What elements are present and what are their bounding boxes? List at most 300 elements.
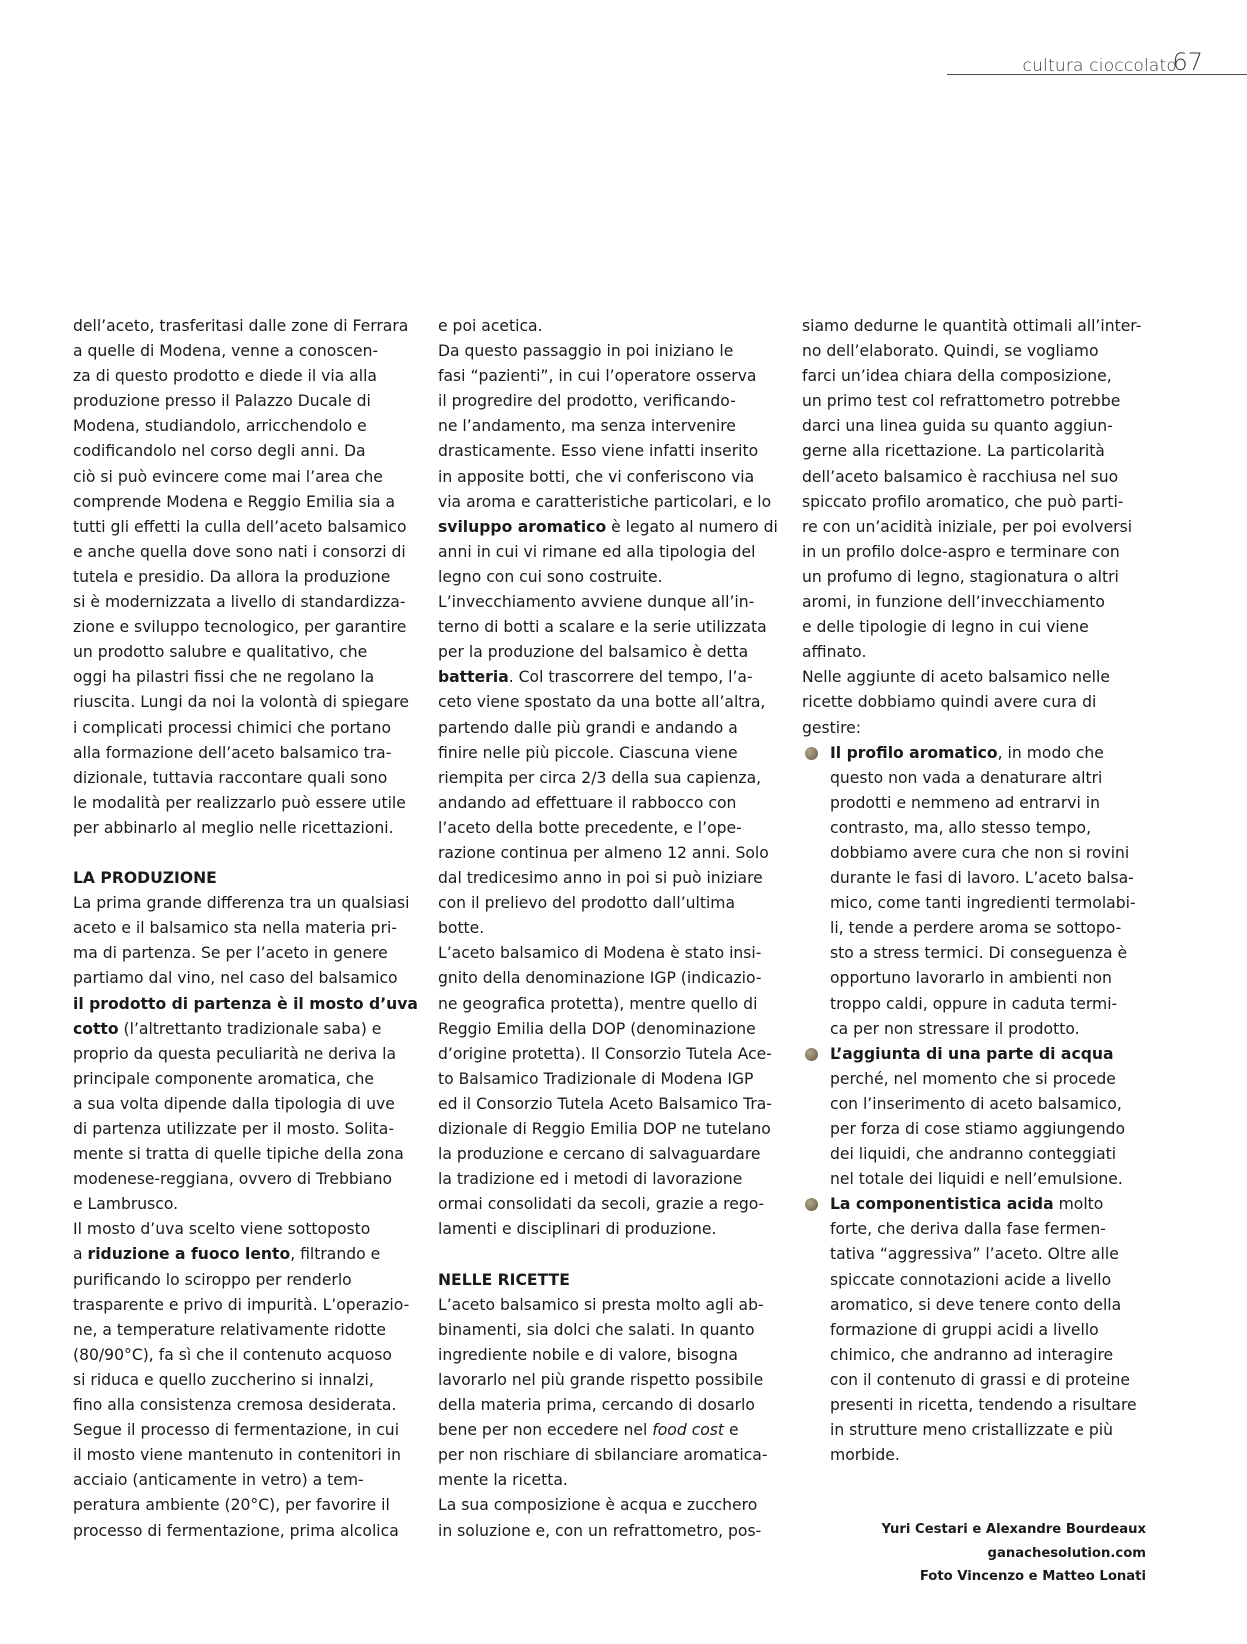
text-line xyxy=(802,1293,1152,1318)
text-run: produzione presso il Palazzo Ducale di xyxy=(73,392,371,411)
text-line xyxy=(802,414,1152,439)
text-run: andando ad effettuare il rabbocco con xyxy=(438,793,737,812)
text-line xyxy=(802,364,1152,389)
text-run: con il contenuto di grassi e di proteine xyxy=(830,1370,1131,1389)
bold-run: Il profilo aromatico xyxy=(830,743,998,762)
text-run: ceto viene spostato da una botte all’altra, xyxy=(438,693,766,712)
text-run: e xyxy=(724,1421,739,1440)
text-line xyxy=(73,1217,413,1242)
bullet-item xyxy=(802,741,1152,766)
text-run: tutela e presidio. Da allora la produzione xyxy=(73,567,391,586)
text-line xyxy=(438,1343,778,1368)
text-run: i complicati processi chimici che portano xyxy=(73,718,392,737)
text-line xyxy=(438,690,778,715)
text-line xyxy=(438,1418,778,1443)
text-line xyxy=(802,1142,1152,1167)
text-line xyxy=(438,941,778,966)
text-line xyxy=(438,490,778,515)
text-run: Segue il processo di fermentazione, in cui xyxy=(73,1421,400,1440)
text-run: (l’altrettanto tradizionale saba) e xyxy=(118,1019,382,1038)
text-line xyxy=(438,540,778,565)
text-line xyxy=(802,465,1152,490)
text-run: d’origine protetta). Il Consorzio Tutela Ace- xyxy=(438,1044,772,1063)
text-line xyxy=(802,565,1152,590)
text-line xyxy=(438,515,778,540)
text-run: L’invecchiamento avviene dunque all’in- xyxy=(438,593,755,612)
text-line xyxy=(802,1242,1152,1267)
text-line xyxy=(802,891,1152,916)
text-line xyxy=(73,791,413,816)
text-run: NELLE RICETTE xyxy=(438,1270,570,1289)
text-run: a quelle di Modena, venne a conoscen- xyxy=(73,342,379,361)
text-run: un prodotto salubre e qualitativo, che xyxy=(73,643,368,662)
text-run: e anche quella dove sono nati i consorzi di xyxy=(73,542,406,561)
credit-authors: Yuri Cestari e Alexandre Bourdeaux xyxy=(881,1522,1146,1537)
text-run: partiamo dal vino, nel caso del balsamico xyxy=(73,969,398,988)
text-line xyxy=(73,816,413,841)
text-line xyxy=(73,1318,413,1343)
text-run: per forza di cose stiamo aggiungendo xyxy=(830,1120,1126,1138)
text-column-3 xyxy=(802,314,1152,1468)
text-column-2 xyxy=(438,314,778,1544)
text-line xyxy=(438,791,778,816)
text-line xyxy=(73,1167,413,1192)
text-line xyxy=(438,1318,778,1343)
text-run: spiccato profilo aromatico, che può parti- xyxy=(802,492,1124,511)
text-run: riuscita. Lungi da noi la volontà di spiegare xyxy=(73,693,409,712)
text-run: forte, che deriva dalla fase fermen- xyxy=(830,1220,1106,1239)
text-line xyxy=(438,1443,778,1468)
text-line xyxy=(438,1017,778,1042)
text-line xyxy=(438,1167,778,1192)
text-line xyxy=(73,1443,413,1468)
text-run: dobbiamo avere cura che non si rovini xyxy=(830,843,1130,862)
text-line xyxy=(438,615,778,640)
text-line xyxy=(438,1092,778,1117)
text-run: binamenti, sia dolci che salati. In quanto xyxy=(438,1320,755,1339)
text-run: dell’aceto, trasferitasi dalle zone di Ferrara xyxy=(73,317,409,335)
text-run: per la produzione del balsamico è detta xyxy=(438,643,749,662)
text-run: troppo caldi, oppure in caduta termi- xyxy=(830,994,1118,1013)
text-line xyxy=(438,339,778,364)
text-line xyxy=(438,716,778,741)
text-run: processo di fermentazione, prima alcolica xyxy=(73,1521,399,1540)
text-run: via aroma e caratteristiche particolari, e lo xyxy=(438,492,772,511)
text-run: siamo dedurne le quantità ottimali all’inter- xyxy=(802,317,1142,335)
text-run: opportuno lavorarlo in ambienti non xyxy=(830,969,1112,988)
text-run: le modalità per realizzarlo può essere utile xyxy=(73,793,406,812)
text-run: nel totale dei liquidi e nell’emulsione. xyxy=(830,1170,1123,1189)
text-run: molto xyxy=(1053,1195,1104,1214)
bold-run: riduzione a fuoco lento xyxy=(87,1245,291,1264)
text-run: , in modo che xyxy=(997,743,1104,762)
text-line xyxy=(802,339,1152,364)
section-heading xyxy=(73,866,413,891)
text-run: ormai consolidati da secoli, grazie a rego- xyxy=(438,1195,765,1214)
text-line xyxy=(802,615,1152,640)
text-run: la tradizione ed i metodi di lavorazione xyxy=(438,1170,743,1189)
text-line xyxy=(73,339,413,364)
bold-run: cotto xyxy=(73,1019,119,1038)
text-line xyxy=(73,1017,413,1042)
text-line xyxy=(73,640,413,665)
text-run: sto a stress termici. Di conseguenza è xyxy=(830,944,1128,963)
bullet-item xyxy=(802,1192,1152,1217)
text-run: partendo dalle più grandi e andando a xyxy=(438,718,738,737)
text-line xyxy=(438,816,778,841)
text-run: in un profilo dolce-aspro e terminare con xyxy=(802,542,1120,561)
text-run: della materia prima, cercando di dosarlo xyxy=(438,1396,755,1415)
text-run: l’aceto della botte precedente, e l’ope- xyxy=(438,818,742,837)
text-line xyxy=(802,866,1152,891)
text-line xyxy=(802,766,1152,791)
text-line xyxy=(438,314,778,339)
text-line xyxy=(438,841,778,866)
bold-run: sviluppo aromatico xyxy=(438,517,607,536)
text-line xyxy=(438,389,778,414)
text-line xyxy=(802,791,1152,816)
text-line xyxy=(802,1368,1152,1393)
text-run: con il prelievo del prodotto dall’ultima xyxy=(438,894,736,913)
bold-run: L’aggiunta di una parte di acqua xyxy=(830,1044,1114,1063)
text-line xyxy=(73,716,413,741)
text-line xyxy=(438,1042,778,1067)
text-line xyxy=(802,590,1152,615)
text-line xyxy=(438,1067,778,1092)
text-run: in strutture meno cristallizzate e più xyxy=(830,1421,1113,1440)
text-run: per non rischiare di sbilanciare aromatica- xyxy=(438,1446,768,1465)
text-run: contrasto, ma, allo stesso tempo, xyxy=(830,818,1092,837)
text-line xyxy=(438,1117,778,1142)
text-run: in soluzione e, con un refrattometro, pos- xyxy=(438,1521,762,1540)
text-run: gestire: xyxy=(802,718,861,737)
text-run: acciaio (anticamente in vetro) a tem- xyxy=(73,1471,364,1490)
text-run: L’aceto balsamico di Modena è stato insi- xyxy=(438,944,762,963)
text-run: darci una linea guida su quanto aggiun- xyxy=(802,417,1113,436)
text-run: fasi “pazienti”, in cui l’operatore osserva xyxy=(438,367,757,386)
text-line xyxy=(73,1393,413,1418)
text-line xyxy=(438,741,778,766)
bullet-item xyxy=(802,1042,1152,1067)
text-run: alla formazione dell’aceto balsamico tra- xyxy=(73,743,392,762)
text-line xyxy=(438,992,778,1017)
text-line xyxy=(802,941,1152,966)
paragraph-gap xyxy=(438,1242,778,1267)
text-run: ca per non stressare il prodotto. xyxy=(830,1019,1080,1038)
text-run: il progredire del prodotto, verificando- xyxy=(438,392,736,411)
text-run: finire nelle più piccole. Ciascuna viene xyxy=(438,743,738,762)
text-run: , filtrando e xyxy=(290,1245,381,1264)
text-run: dal tredicesimo anno in poi si può iniziare xyxy=(438,869,763,888)
text-run: purificando lo sciroppo per renderlo xyxy=(73,1270,352,1289)
text-line xyxy=(73,1293,413,1318)
text-line xyxy=(802,916,1152,941)
text-line xyxy=(802,640,1152,665)
text-run: zione e sviluppo tecnologico, per garantire xyxy=(73,618,407,637)
text-run: terno di botti a scalare e la serie utilizzata xyxy=(438,618,767,637)
text-line xyxy=(73,414,413,439)
text-line xyxy=(438,1293,778,1318)
text-line xyxy=(438,1493,778,1518)
text-line xyxy=(73,565,413,590)
text-run: razione continua per almeno 12 anni. Solo xyxy=(438,843,769,862)
text-line xyxy=(802,1418,1152,1443)
text-line xyxy=(73,1468,413,1493)
text-run: to Balsamico Tradizionale di Modena IGP xyxy=(438,1069,754,1088)
text-line xyxy=(73,465,413,490)
text-line xyxy=(802,841,1152,866)
text-run: li, tende a perdere aroma se sottopo- xyxy=(830,919,1122,938)
text-run: ne, a temperature relativamente ridotte xyxy=(73,1320,386,1339)
article-credits xyxy=(881,1518,1146,1589)
text-run: chimico, che andranno ad interagire xyxy=(830,1345,1114,1364)
text-run: riempita per circa 2/3 della sua capienza, xyxy=(438,768,762,787)
text-line xyxy=(73,314,413,339)
text-line xyxy=(438,1393,778,1418)
text-line xyxy=(438,364,778,389)
text-line xyxy=(73,1242,413,1267)
text-line xyxy=(73,1042,413,1067)
text-run: per abbinarlo al meglio nelle ricettazioni. xyxy=(73,818,394,837)
text-line xyxy=(802,1343,1152,1368)
text-line xyxy=(73,490,413,515)
text-run: ne l’andamento, ma senza intervenire xyxy=(438,417,736,436)
text-line xyxy=(73,766,413,791)
text-run: in apposite botti, che vi conferiscono via xyxy=(438,467,755,486)
text-run: no dell’elaborato. Quindi, se vogliamo xyxy=(802,342,1099,361)
text-run: mente la ricetta. xyxy=(438,1471,568,1490)
text-line xyxy=(802,1067,1152,1092)
text-line xyxy=(73,941,413,966)
text-line xyxy=(438,1217,778,1242)
text-run: oggi ha pilastri fissi che ne regolano la xyxy=(73,668,375,687)
text-run: botte. xyxy=(438,919,485,938)
text-line xyxy=(73,389,413,414)
text-line xyxy=(802,515,1152,540)
bullet-icon xyxy=(805,747,818,760)
text-line xyxy=(802,490,1152,515)
text-run: spiccate connotazioni acide a livello xyxy=(830,1270,1112,1289)
text-run: affinato. xyxy=(802,643,867,662)
bold-run: il prodotto di partenza è il mosto d’uva xyxy=(73,994,418,1013)
text-run: perché, nel momento che si procede xyxy=(830,1069,1116,1088)
text-line xyxy=(802,439,1152,464)
text-line xyxy=(802,1167,1152,1192)
text-run: principale componente aromatica, che xyxy=(73,1069,374,1088)
credit-website: ganachesolution.com xyxy=(987,1545,1146,1561)
text-line xyxy=(73,515,413,540)
text-run: bene per non eccedere nel xyxy=(438,1421,653,1440)
text-run: ricette dobbiamo quindi avere cura di xyxy=(802,693,1097,712)
text-line xyxy=(802,389,1152,414)
text-run: il mosto viene mantenuto in contenitori in xyxy=(73,1446,402,1465)
text-line xyxy=(802,816,1152,841)
text-run: La prima grande differenza tra un qualsiasi xyxy=(73,894,410,913)
text-line xyxy=(438,1468,778,1493)
text-run: Il mosto d’uva scelto viene sottoposto xyxy=(73,1220,371,1239)
text-line xyxy=(438,590,778,615)
text-run: Nelle aggiunte di aceto balsamico nelle xyxy=(802,668,1110,687)
text-line xyxy=(802,1268,1152,1293)
text-run: lavorarlo nel più grande rispetto possibile xyxy=(438,1370,764,1389)
text-line xyxy=(73,590,413,615)
text-line xyxy=(802,1393,1152,1418)
text-run: questo non vada a denaturare altri xyxy=(830,768,1103,787)
text-run: L’aceto balsamico si presta molto agli ab- xyxy=(438,1295,764,1314)
text-line xyxy=(73,615,413,640)
text-run: e poi acetica. xyxy=(438,317,543,335)
text-run: Reggio Emilia della DOP (denominazione xyxy=(438,1019,756,1038)
text-line xyxy=(73,1117,413,1142)
section-heading xyxy=(438,1268,778,1293)
text-line xyxy=(438,866,778,891)
text-line xyxy=(438,1142,778,1167)
text-run: presenti in ricetta, tendendo a risultare xyxy=(830,1396,1137,1415)
text-run: dizionale di Reggio Emilia DOP ne tutelano xyxy=(438,1120,771,1138)
text-run: lamenti e disciplinari di produzione. xyxy=(438,1220,717,1239)
text-line xyxy=(73,1268,413,1293)
text-line xyxy=(438,966,778,991)
text-run: dizionale, tuttavia raccontare quali sono xyxy=(73,768,388,787)
text-line xyxy=(73,1092,413,1117)
text-line xyxy=(802,992,1152,1017)
text-run: anni in cui vi rimane ed alla tipologia del xyxy=(438,542,756,561)
text-run: modenese-reggiana, ovvero di Trebbiano xyxy=(73,1170,393,1189)
text-line xyxy=(438,414,778,439)
text-line xyxy=(802,966,1152,991)
text-run: ed il Consorzio Tutela Aceto Balsamico Tra- xyxy=(438,1094,772,1113)
text-line xyxy=(802,1217,1152,1242)
text-run: tutti gli effetti la culla dell’aceto balsamico xyxy=(73,517,407,536)
text-line xyxy=(73,1368,413,1393)
text-column-1 xyxy=(73,314,418,1544)
text-run: un profumo di legno, stagionatura o altri xyxy=(802,567,1119,586)
text-run: a xyxy=(73,1245,88,1264)
text-line xyxy=(73,540,413,565)
section-label: cultura cioccolato xyxy=(1022,56,1177,76)
text-line xyxy=(438,1368,778,1393)
text-run: aceto e il balsamico sta nella materia pri- xyxy=(73,919,397,938)
text-line xyxy=(438,465,778,490)
text-line xyxy=(438,565,778,590)
text-line xyxy=(73,1418,413,1443)
text-run: proprio da questa peculiarità ne deriva la xyxy=(73,1044,397,1063)
text-run: e Lambrusco. xyxy=(73,1195,179,1214)
text-run: e delle tipologie di legno in cui viene xyxy=(802,618,1089,637)
text-run: gerne alla ricettazione. La particolarità xyxy=(802,442,1105,461)
text-run: tativa “aggressiva” l’aceto. Oltre alle xyxy=(830,1245,1119,1264)
text-run: un primo test col refrattometro potrebbe xyxy=(802,392,1121,411)
text-line xyxy=(802,1443,1152,1468)
text-run: Modena, studiandolo, arricchendolo e xyxy=(73,417,367,436)
text-run: mico, come tanti ingredienti termolabi- xyxy=(830,894,1136,913)
text-run: durante le fasi di lavoro. L’aceto balsa- xyxy=(830,869,1134,888)
text-run: za di questo prodotto e diede il via alla xyxy=(73,367,377,386)
text-run: trasparente e privo di impurità. L’operazio- xyxy=(73,1295,410,1314)
bullet-icon xyxy=(805,1198,818,1211)
text-run: comprende Modena e Reggio Emilia sia a xyxy=(73,492,396,511)
text-run: . Col trascorrere del tempo, l’a- xyxy=(508,668,753,687)
page-number: 67 xyxy=(1172,48,1203,76)
text-run: aromatico, si deve tenere conto della xyxy=(830,1295,1122,1314)
text-run: re con un’acidità iniziale, per poi evolversi xyxy=(802,517,1133,536)
text-line xyxy=(73,665,413,690)
text-line xyxy=(73,966,413,991)
text-line xyxy=(802,690,1152,715)
text-line xyxy=(438,766,778,791)
text-run: mente si tratta di quelle tipiche della zona xyxy=(73,1145,404,1164)
text-run: di partenza utilizzate per il mosto. Solita- xyxy=(73,1120,394,1138)
text-run: si è modernizzata a livello di standardizza- xyxy=(73,593,406,612)
text-line xyxy=(802,1318,1152,1343)
text-run: aromi, in funzione dell’invecchiamento xyxy=(802,593,1105,612)
text-run: prodotti e nemmeno ad entrarvi in xyxy=(830,793,1100,812)
italic-run: food cost xyxy=(652,1421,725,1440)
paragraph-gap xyxy=(73,841,413,866)
text-run: farci un’idea chiara della composizione, xyxy=(802,367,1112,386)
text-run: morbide. xyxy=(830,1446,900,1465)
text-line xyxy=(438,891,778,916)
text-run: si riduca e quello zuccherino si innalzi, xyxy=(73,1370,374,1389)
bold-run: La componentistica acida xyxy=(830,1195,1054,1214)
text-line xyxy=(438,665,778,690)
text-line xyxy=(73,891,413,916)
text-run: dell’aceto balsamico è racchiusa nel suo xyxy=(802,467,1119,486)
text-line xyxy=(438,916,778,941)
text-line xyxy=(438,1519,778,1544)
text-line xyxy=(438,1192,778,1217)
text-line xyxy=(802,1092,1152,1117)
text-line xyxy=(73,1192,413,1217)
text-line xyxy=(802,1117,1152,1142)
text-line xyxy=(73,1519,413,1544)
text-run: LA PRODUZIONE xyxy=(73,869,217,888)
text-line xyxy=(73,1493,413,1518)
running-header xyxy=(947,46,1247,76)
text-run: legno con cui sono costruite. xyxy=(438,567,663,586)
text-run: a sua volta dipende dalla tipologia di uve xyxy=(73,1094,395,1113)
text-run: ingrediente nobile e di valore, bisogna xyxy=(438,1345,738,1364)
text-line xyxy=(73,741,413,766)
text-run: (80/90°C), fa sì che il contenuto acquoso xyxy=(73,1345,392,1364)
text-run: dei liquidi, che andranno conteggiati xyxy=(830,1145,1117,1164)
text-run: La sua composizione è acqua e zucchero xyxy=(438,1496,758,1515)
text-line xyxy=(73,992,418,1017)
text-line xyxy=(802,665,1152,690)
text-run: Da questo passaggio in poi iniziano le xyxy=(438,342,734,361)
text-run: la produzione e cercano di salvaguardare xyxy=(438,1145,761,1164)
text-line xyxy=(802,716,1152,741)
text-run: è legato al numero di xyxy=(606,517,778,536)
text-run: codificandolo nel corso degli anni. Da xyxy=(73,442,366,461)
text-line xyxy=(73,916,413,941)
text-run: ne geografica protetta), mentre quello di xyxy=(438,994,758,1013)
text-line xyxy=(73,364,413,389)
text-line xyxy=(802,1017,1152,1042)
text-line xyxy=(802,314,1152,339)
text-line xyxy=(73,690,413,715)
text-run: con l’inserimento di aceto balsamico, xyxy=(830,1094,1122,1113)
text-run: peratura ambiente (20°C), per favorire il xyxy=(73,1496,390,1515)
text-run: drasticamente. Esso viene infatti inserito xyxy=(438,442,759,461)
text-line xyxy=(73,1067,413,1092)
text-line xyxy=(73,439,413,464)
credit-photos: Foto Vincenzo e Matteo Lonati xyxy=(919,1569,1146,1584)
text-line xyxy=(802,540,1152,565)
text-run: ciò si può evincere come mai l’area che xyxy=(73,467,383,486)
bullet-icon xyxy=(805,1048,818,1061)
text-run: ma di partenza. Se per l’aceto in genere xyxy=(73,944,388,963)
